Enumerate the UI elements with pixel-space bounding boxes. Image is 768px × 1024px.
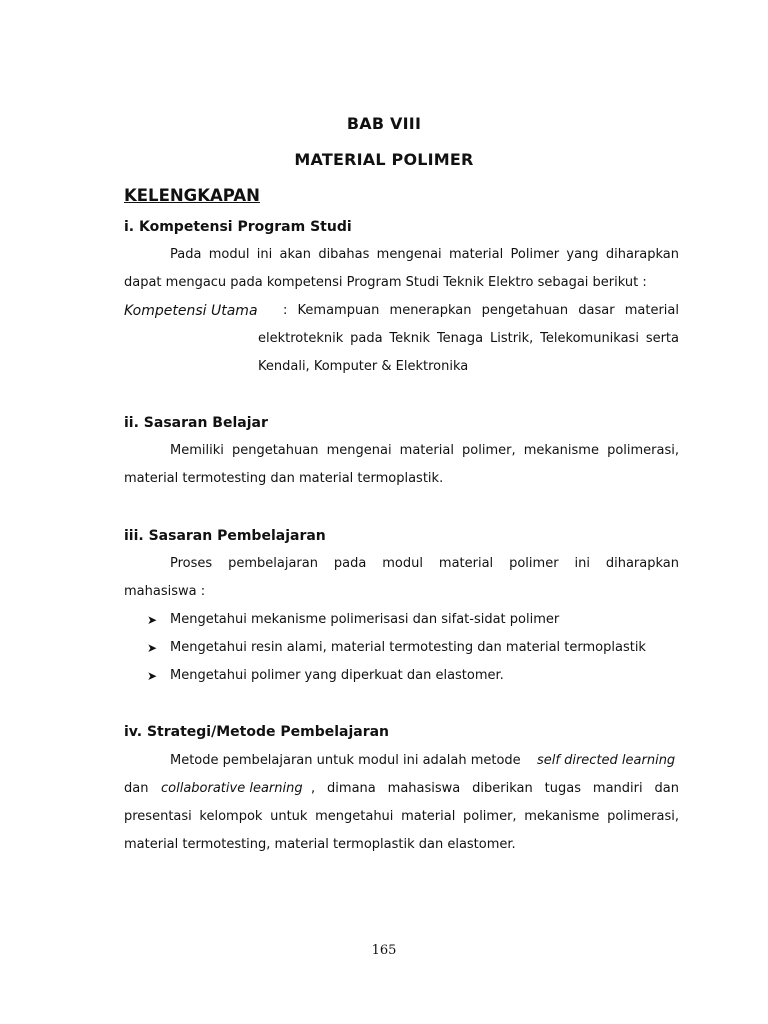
section-heading-4: iv. Strategi/Metode Pembelajaran [124, 724, 390, 740]
page-title: MATERIAL POLIMER [294, 150, 474, 169]
section-heading-2: ii. Sasaran Belajar [124, 415, 268, 431]
paragraph-line: material termotesting dan material termoplastik. [124, 471, 444, 486]
arrow-bullet-icon: ➤ [147, 613, 158, 627]
list-item: Mengetahui mekanisme polimerisasi dan sifat-sidat polimer [170, 612, 560, 627]
paragraph-line: Proses pembelajaran pada modul material polimer ini diharapkan [170, 556, 679, 571]
paragraph-line: dan [124, 781, 149, 796]
list-item: Mengetahui polimer yang diperkuat dan elastomer. [170, 668, 504, 683]
paragraph-line: , dimana mahasiswa diberikan tugas mandiri dan [311, 781, 679, 796]
chapter-label: BAB VIII [346, 114, 422, 133]
list-item: Mengetahui resin alami, material termotesting dan material termoplastik [170, 640, 646, 655]
paragraph-italic-term: collaborative learning [161, 781, 303, 796]
paragraph-line: material termotesting, material termoplastik dan elastomer. [124, 837, 516, 852]
arrow-bullet-icon: ➤ [147, 669, 158, 683]
paragraph-line: Memiliki pengetahuan mengenai material polimer, mekanisme polimerasi, [170, 443, 679, 458]
section-heading-1: i. Kompetensi Program Studi [124, 219, 352, 235]
competency-text: elektroteknik pada Teknik Tenaga Listrik, Telekomunikasi serta [258, 331, 679, 346]
arrow-bullet-icon: ➤ [147, 641, 158, 655]
paragraph-line: Pada modul ini akan dibahas mengenai material Polimer yang diharapkan [170, 247, 679, 262]
paragraph-line: Metode pembelajaran untuk modul ini adalah metode [170, 753, 521, 768]
page-number: 165 [371, 943, 397, 958]
competency-text: : Kemampuan menerapkan pengetahuan dasar material [283, 303, 679, 318]
paragraph-italic-term: self directed learning [537, 753, 676, 768]
paragraph-line: mahasiswa : [124, 584, 206, 599]
section-heading-3: iii. Sasaran Pembelajaran [124, 528, 326, 544]
competency-text: Kendali, Komputer & Elektronika [258, 359, 469, 374]
paragraph-line: presentasi kelompok untuk mengetahui material polimer, mekanisme polimerasi, [124, 809, 679, 824]
main-heading: KELENGKAPAN [124, 186, 260, 205]
paragraph-line: dapat mengacu pada kompetensi Program Studi Teknik Elektro sebagai berikut : [124, 275, 647, 290]
competency-label: Kompetensi Utama [124, 303, 258, 319]
